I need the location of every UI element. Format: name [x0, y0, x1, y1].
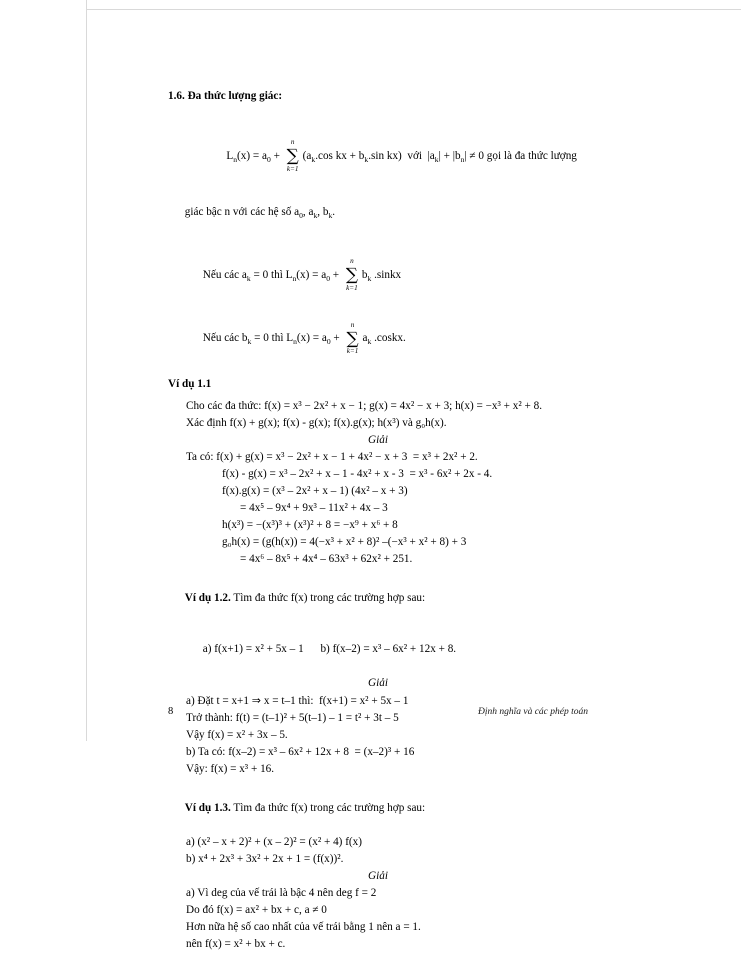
footer-note: Định nghĩa và các phép toán — [477, 707, 588, 717]
summation-symbol-a — [344, 257, 360, 293]
formula-tail — [302, 150, 577, 165]
example-1-2-heading — [168, 573, 588, 624]
example-1-3-title: Ví dụ 1.3. — [184, 801, 231, 814]
case-b-tail: .coskx. — [371, 332, 406, 345]
example-1-1-title: Ví dụ 1.1 — [168, 378, 212, 391]
case-b-a: a — [362, 332, 368, 345]
case-bk-zero — [168, 313, 588, 364]
e13-part-a: a) (x² – x + 2)² + (x – 2)² = (x² + 4) f(x) — [186, 835, 362, 848]
e11-step-4: = 4x⁵ – 9x⁴ + 9x³ – 11x² + 4x – 3 — [240, 502, 388, 515]
formula-tail-4: | + |b — [438, 150, 461, 163]
e13-step-3: Hơn nữa hệ số cao nhất của vế trái bằng 1 nên a = 1. — [186, 920, 421, 933]
case-ak-zero — [168, 250, 588, 301]
case-b-sub-k: k — [247, 337, 252, 347]
e11-step-6: g₀h(x) = (g(h(x)) = 4(−x³ + x² + 8)² –(−x³ + x² + 8) + 3 — [222, 536, 467, 549]
sum-a-glyph: ∑ — [345, 265, 358, 286]
desc-sub-k1: k — [313, 211, 318, 221]
giai-label-3: Giải — [368, 869, 388, 882]
formula-description-2: , a — [302, 206, 314, 219]
e11-step-2: f(x) - g(x) = x³ – 2x² + x – 1 - 4x² + x - 3 = x³ - 6x² + 2x - 4. — [222, 468, 493, 481]
example-1-1-line-2: Xác định f(x) + g(x); f(x) - g(x); f(x).g(x); h(x³) và g₀h(x). — [186, 417, 447, 430]
formula-tail-1: (a — [302, 150, 312, 163]
summation-symbol-b — [345, 320, 361, 356]
case-a-prefix: Nếu các a — [202, 269, 247, 282]
e13-step-4: nên f(x) = x² + bx + c. — [186, 937, 286, 950]
formula-l-sub: n — [233, 155, 238, 165]
sum-glyph: ∑ — [286, 146, 299, 167]
page-border-top — [86, 9, 741, 10]
e12-part-a — [168, 624, 588, 675]
sum-lower-limit: k=1 — [286, 165, 299, 174]
e13-step-1: a) Vì deg của vế trái là bậc 4 nên deg f = 2 — [186, 886, 377, 899]
e11-step-3: f(x).g(x) = (x³ – 2x² + x – 1) (4x² – x + 3) — [222, 485, 408, 498]
sum-b-upper: n — [350, 320, 355, 329]
formula-l: L — [226, 150, 234, 163]
e12-step-5: Vậy: f(x) = x³ + 16. — [186, 762, 275, 775]
e12-step-2: Trở thành: f(t) = (t–1)² + 5(t–1) – 1 = t² + 3t – 5 — [186, 711, 399, 724]
case-a-b-sub: k — [367, 274, 372, 284]
case-a-b: b — [361, 269, 368, 282]
e12-step-3: Vậy f(x) = x² + 3x – 5. — [186, 728, 288, 741]
formula-a: (x) = a — [237, 150, 267, 163]
formula-a-sub: 0 — [266, 155, 271, 165]
case-a-sub-k: k — [246, 274, 251, 284]
e12-a-text: a) f(x+1) = x² + 5x – 1 — [202, 643, 304, 656]
e13-step-2: Do đó f(x) = ax² + bx + c, a ≠ 0 — [186, 903, 327, 916]
formula-k-sub2: k — [364, 155, 369, 165]
example-1-3-heading — [168, 783, 588, 834]
e12-step-1: a) Đặt t = x+1 ⇒ x = t–1 thì: f(x+1) = x² + 5x – 1 — [186, 694, 409, 707]
case-a-mid2: (x) = a — [296, 269, 327, 282]
formula-k-sub4: n — [460, 155, 465, 165]
e12-step-4: b) Ta có: f(x–2) = x³ – 6x² + 12x + 8 = (x–2)³ + 16 — [186, 745, 415, 758]
case-a-sub-n: n — [292, 274, 297, 284]
example-1-3-rest: Tìm đa thức f(x) trong các trường hợp sau: — [230, 801, 426, 814]
e11-step-5: h(x³) = −(x³)³ + (x³)² + 8 = −x⁹ + x⁶ + 8 — [222, 519, 398, 532]
giai-label-1: Giải — [368, 434, 388, 447]
sum-a-upper: n — [350, 257, 354, 266]
formula-k-sub3: k — [434, 155, 439, 165]
e11-step-7: = 4x⁶ – 8x⁵ + 4x⁴ – 63x³ + 62x² + 251. — [240, 553, 413, 566]
case-b-mid2: (x) = a — [296, 332, 327, 345]
e11-step-1: Ta có: f(x) + g(x) = x³ − 2x² + x − 1 + 4x² − x + 3 = x³ + 2x² + 2. — [186, 451, 478, 464]
formula-description-3: , b — [317, 206, 329, 219]
example-1-2-rest: Tìm đa thức f(x) trong các trường hợp sau: — [230, 592, 426, 605]
case-b-sub-0: 0 — [326, 337, 331, 347]
case-b-prefix: Nếu các b — [202, 332, 248, 345]
sum-a-lower: k=1 — [346, 284, 358, 293]
sum-upper-limit: n — [290, 138, 295, 147]
page-number: 8 — [168, 706, 174, 717]
trig-polynomial-formula — [168, 114, 588, 182]
formula-tail-2: .cos kx + b — [315, 150, 365, 163]
section-heading: 1.6. Đa thức lượng giác: — [168, 90, 283, 102]
case-b-sub-n: n — [293, 337, 297, 347]
case-a-plus: + — [330, 269, 342, 282]
sum-b-lower: k=1 — [346, 347, 359, 356]
case-b-mid: = 0 thì L — [251, 332, 294, 345]
case-b-a-sub: k — [367, 337, 372, 347]
page-border-left — [86, 0, 87, 741]
formula-description-1: giác bậc n với các hệ số a — [184, 206, 300, 219]
summation-symbol — [285, 138, 301, 174]
formula-tail-5: | ≠ 0 gọi là đa thức lượng — [464, 150, 577, 163]
case-a-tail: .sinkx — [371, 269, 402, 282]
formula-plus: + — [270, 150, 283, 163]
formula-ln-label — [204, 150, 283, 165]
sum-b-glyph: ∑ — [346, 328, 359, 349]
formula-description-4: . — [332, 206, 336, 219]
formula-tail-3: .sin kx) với |a — [368, 150, 435, 163]
e13-part-b: b) x⁴ + 2x³ + 3x² + 2x + 1 = (f(x))². — [186, 852, 344, 865]
desc-sub-k2: k — [328, 211, 333, 221]
formula-description — [168, 187, 588, 238]
e12-b-text: b) f(x–2) = x³ – 6x² + 12x + 8. — [320, 643, 457, 656]
giai-label-2: Giải — [368, 677, 388, 690]
case-b-plus: + — [330, 332, 343, 345]
desc-sub-0: 0 — [299, 211, 303, 221]
case-a-sub-0: 0 — [326, 274, 330, 284]
case-a-mid: = 0 thì L — [250, 269, 293, 282]
page-content — [168, 88, 588, 953]
example-1-2-title: Ví dụ 1.2. — [184, 592, 231, 605]
e12-spacer — [304, 643, 321, 655]
formula-k-sub1: k — [311, 155, 316, 165]
example-1-1-line-1: Cho các đa thức: f(x) = x³ − 2x² + x − 1; g(x) = 4x² − x + 3; h(x) = −x³ + x² + 8. — [186, 400, 543, 413]
